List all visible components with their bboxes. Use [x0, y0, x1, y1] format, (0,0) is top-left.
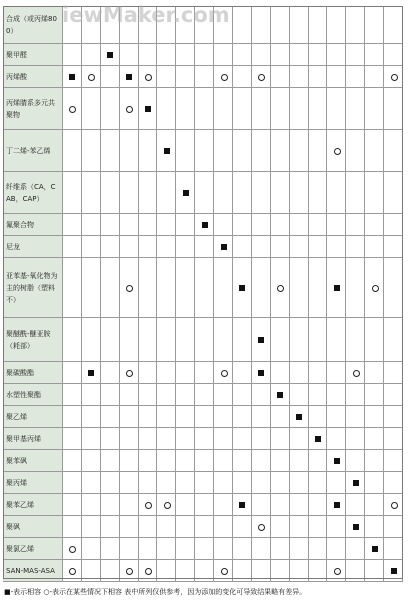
- row-label: 尼龙: [3, 236, 63, 258]
- row-label: 聚砜: [3, 516, 63, 538]
- row-label: 水塑性聚酯: [3, 384, 63, 406]
- table-footnote: ■-表示相容 ○-表示在某些情况下相容 表中所列仅供参考，因为添加的变化可导致结果略有差异。: [4, 588, 307, 596]
- row-label: 丁二烯-苯乙烯: [3, 130, 63, 172]
- row-label: 合成（或丙烯800）: [3, 6, 63, 44]
- row-label: 聚丙烯: [3, 472, 63, 494]
- row-label: 氟聚合物: [3, 214, 63, 236]
- row-label: 聚甲基丙烯: [3, 428, 63, 450]
- row-label: 聚醚酰-醚亚胺（耗部）: [3, 318, 63, 362]
- row-label: 纤维系（CA，CAB，CAP）: [3, 172, 63, 214]
- row-label: 聚碳酸酯: [3, 362, 63, 384]
- row-label: 聚甲醛: [3, 44, 63, 66]
- row-label: 聚乙烯: [3, 406, 63, 428]
- table-border: [3, 6, 403, 579]
- row-label: 聚苯砜: [3, 450, 63, 472]
- row-label: 丙烯腈系多元共聚物: [3, 88, 63, 130]
- row-label: 聚氯乙烯: [3, 538, 63, 560]
- row-label: SAN-MAS-ASA: [3, 560, 63, 582]
- watermark: iewMaker.com: [62, 3, 230, 27]
- row-label: 亚苯基-氧化物为主的树脂（塑料不）: [3, 258, 63, 318]
- row-label: 聚苯乙烯: [3, 494, 63, 516]
- row-label: 丙烯酸: [3, 66, 63, 88]
